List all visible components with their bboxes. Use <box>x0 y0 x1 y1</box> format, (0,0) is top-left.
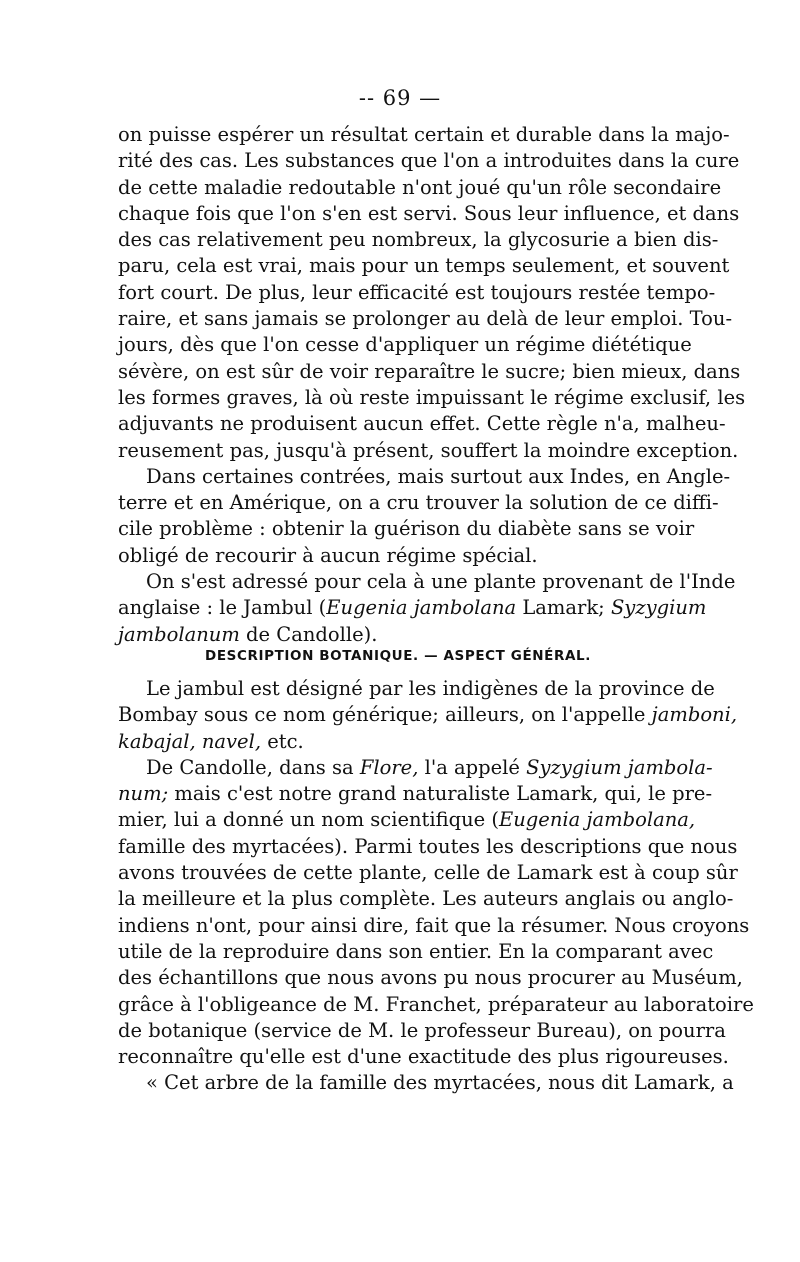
text-line: adjuvants ne produisent aucun effet. Cette règle n'a, malheu- <box>118 412 726 436</box>
italic-text: num; <box>118 782 169 806</box>
text-span: anglaise : le Jambul ( <box>118 596 327 620</box>
text-line: rité des cas. Les substances que l'on a introduites dans la cure <box>118 149 740 173</box>
text-line: raire, et sans jamais se prolonger au delà de leur emploi. Tou- <box>118 307 733 331</box>
italic-text: Eugenia jambolana, <box>499 808 696 832</box>
text-line <box>118 729 678 755</box>
text-line: on puisse espérer un résultat certain et durable dans la majo- <box>118 123 730 146</box>
text-line: reconnaître qu'elle est d'une exactitude des plus rigoureuses. <box>118 1045 729 1069</box>
italic-text: Flore, <box>359 755 419 779</box>
text-block-description <box>118 676 754 1097</box>
text-line: Dans certaines contrées, mais surtout aux Indes, en Angle- <box>146 464 731 488</box>
text-span: de Candolle). <box>239 622 378 646</box>
text-line: reusement pas, jusqu'à présent, souffert la moindre exception. <box>118 438 739 462</box>
text-line <box>118 622 678 648</box>
text-line: de botanique (service de M. le professeur Bureau), on pourra <box>118 1018 726 1042</box>
page-number <box>0 86 800 110</box>
text-line: chaque fois que l'on s'en est servi. Sous leur influence, et dans <box>118 201 740 225</box>
text-line <box>118 807 696 833</box>
text-line: terre et en Amérique, on a cru trouver la solution de ce diffi- <box>118 491 719 515</box>
text-line: sévère, on est sûr de voir reparaître le sucre; bien mieux, dans <box>118 359 741 383</box>
text-line <box>118 755 713 781</box>
text-line <box>118 781 713 807</box>
text-line: indiens n'ont, pour ainsi dire, fait que la résumer. Nous croyons <box>118 913 750 937</box>
italic-text: Eugenia jambolana <box>326 596 517 620</box>
italic-text: kabajal, navel, <box>118 729 262 753</box>
text-block-intro <box>118 122 746 648</box>
text-line: Le jambul est désigné par les indigènes de la province de <box>146 677 715 700</box>
text-span: l'a appelé <box>418 755 527 779</box>
text-line: utile de la reproduire dans son entier. En la comparant avec <box>118 939 714 963</box>
text-line: cile problème : obtenir la guérison du diabète sans se voir <box>118 517 695 541</box>
text-line: fort court. De plus, leur efficacité est toujours restée tempo- <box>118 280 716 304</box>
text-line: des cas relativement peu nombreux, la glycosurie a bien dis- <box>118 228 719 252</box>
text-line: grâce à l'obligeance de M. Franchet, préparateur au laboratoire <box>118 992 754 1016</box>
text-span: etc. <box>261 729 304 753</box>
text-line: de cette maladie redoutable n'ont joué qu'un rôle secondaire <box>118 175 722 199</box>
text-line: obligé de recourir à aucun régime spécial. <box>118 543 538 567</box>
text-span: Lamark; <box>516 596 611 620</box>
text-span: De Candolle, dans sa <box>146 755 360 779</box>
text-span: mier, lui a donné un nom scientifique ( <box>118 808 500 832</box>
text-line: On s'est adressé pour cela à une plante provenant de l'Inde <box>146 570 736 594</box>
italic-text: Syzygium jambola- <box>526 755 713 779</box>
text-line: la meilleure et la plus complète. Les auteurs anglais ou anglo- <box>118 887 734 911</box>
page-number-text: -- 69 — <box>358 86 442 110</box>
italic-text: jamboni, <box>651 703 738 727</box>
italic-text: Syzygium <box>610 596 707 620</box>
text-span: mais c'est notre grand naturaliste Lamark, qui, le pre- <box>168 782 713 806</box>
text-line: les formes graves, là où reste impuissant le régime exclusif, les <box>118 385 746 409</box>
text-line: jours, dès que l'on cesse d'appliquer un régime diététique <box>118 333 692 357</box>
italic-text: jambolanum <box>118 622 240 646</box>
text-line: des échantillons que nous avons pu nous procurer au Muséum, <box>118 966 743 990</box>
text-line <box>118 702 738 728</box>
text-line: paru, cela est vrai, mais pour un temps seulement, et souvent <box>118 254 730 278</box>
text-line <box>118 595 707 621</box>
text-span: Bombay sous ce nom générique; ailleurs, on l'appelle <box>118 703 652 727</box>
text-line: famille des myrtacées). Parmi toutes les descriptions que nous <box>118 834 738 858</box>
section-heading: DESCRIPTION BOTANIQUE. — ASPECT GÉNÉRAL. <box>205 648 591 664</box>
text-line: « Cet arbre de la famille des myrtacées, nous dit Lamark, a <box>146 1071 734 1095</box>
text-line: avons trouvées de cette plante, celle de Lamark est à coup sûr <box>118 861 738 885</box>
